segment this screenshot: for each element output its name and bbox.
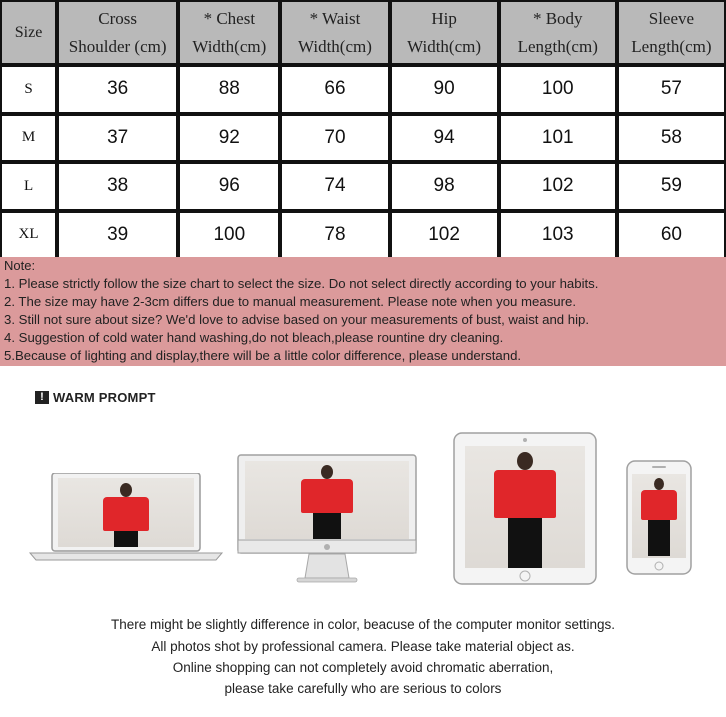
table-row [0,65,726,114]
monitor-screen-photo [245,461,409,539]
table-cell: 94 [390,114,499,163]
laptop-device-image [28,473,224,561]
warm-prompt-title: WARM PROMPT [53,390,156,405]
warning-icon: ! [35,391,49,404]
warm-prompt-heading [35,390,156,405]
warm-prompt-section [0,366,726,717]
table-cell: 57 [617,65,726,114]
size-label: XL [0,211,57,260]
table-cell: 66 [280,65,389,114]
note-item: 3. Still not sure about size? We'd love to advise based on your measurements of bust, waist and hip. [4,312,590,327]
note-item: 4. Suggestion of cold water hand washing,do not bleach,please rountine dry cleaning. [4,330,504,345]
table-cell: 92 [178,114,280,163]
note-item: 2. The size may have 2-3cm differs due to manual measurement. Please note when you measure. [4,294,577,309]
table-cell: 90 [390,65,499,114]
table-cell: 101 [499,114,617,163]
note-item: 1. Please strictly follow the size chart to select the size. Do not select directly according to your habits. [4,276,599,291]
table-cell: 74 [280,162,389,211]
tablet-device-image [453,432,597,585]
warm-prompt-line: All photos shot by professional camera. Please take material object as. [151,639,575,654]
table-cell: 100 [178,211,280,260]
table-row [0,114,726,163]
size-table [0,0,726,259]
table-cell: 39 [57,211,178,260]
table-row [0,162,726,211]
header-sleeve-length: Sleeve Length(cm) [617,0,726,65]
table-cell: 98 [390,162,499,211]
table-cell: 37 [57,114,178,163]
table-cell: 78 [280,211,389,260]
notes-panel [0,257,726,366]
desktop-monitor-image [237,454,417,584]
table-row [0,211,726,260]
table-cell: 36 [57,65,178,114]
table-cell: 100 [499,65,617,114]
size-label: L [0,162,57,211]
note-item: 5.Because of lighting and display,there will be a little color difference, please understand. [4,348,522,363]
warm-prompt-line: There might be slightly difference in color, beacuse of the computer monitor settings. [110,617,615,632]
header-cross-shoulder: Cross Shoulder (cm) [57,0,178,65]
table-cell: 58 [617,114,726,163]
table-cell: 102 [499,162,617,211]
table-cell: 70 [280,114,389,163]
table-cell: 59 [617,162,726,211]
table-cell: 88 [178,65,280,114]
warm-prompt-line: please take carefully who are serious to colors [224,681,502,696]
size-label: S [0,65,57,114]
size-chart [0,0,726,259]
header-waist-width: * Waist Width(cm) [280,0,389,65]
table-cell: 103 [499,211,617,260]
table-cell: 96 [178,162,280,211]
header-body-length: * Body Length(cm) [499,0,617,65]
phone-screen-photo [632,474,686,558]
laptop-screen-photo [58,478,194,547]
header-chest-width: * Chest Width(cm) [178,0,280,65]
notes-title: Note: [4,258,36,273]
table-cell: 38 [57,162,178,211]
size-label: M [0,114,57,163]
table-header-row [0,0,726,65]
table-cell: 60 [617,211,726,260]
tablet-screen-photo [465,446,585,568]
warm-prompt-line: Online shopping can not completely avoid chromatic aberration, [172,660,554,675]
header-hip-width: Hip Width(cm) [390,0,499,65]
phone-device-image [626,460,692,575]
header-size: Size [0,0,57,65]
table-cell: 102 [390,211,499,260]
